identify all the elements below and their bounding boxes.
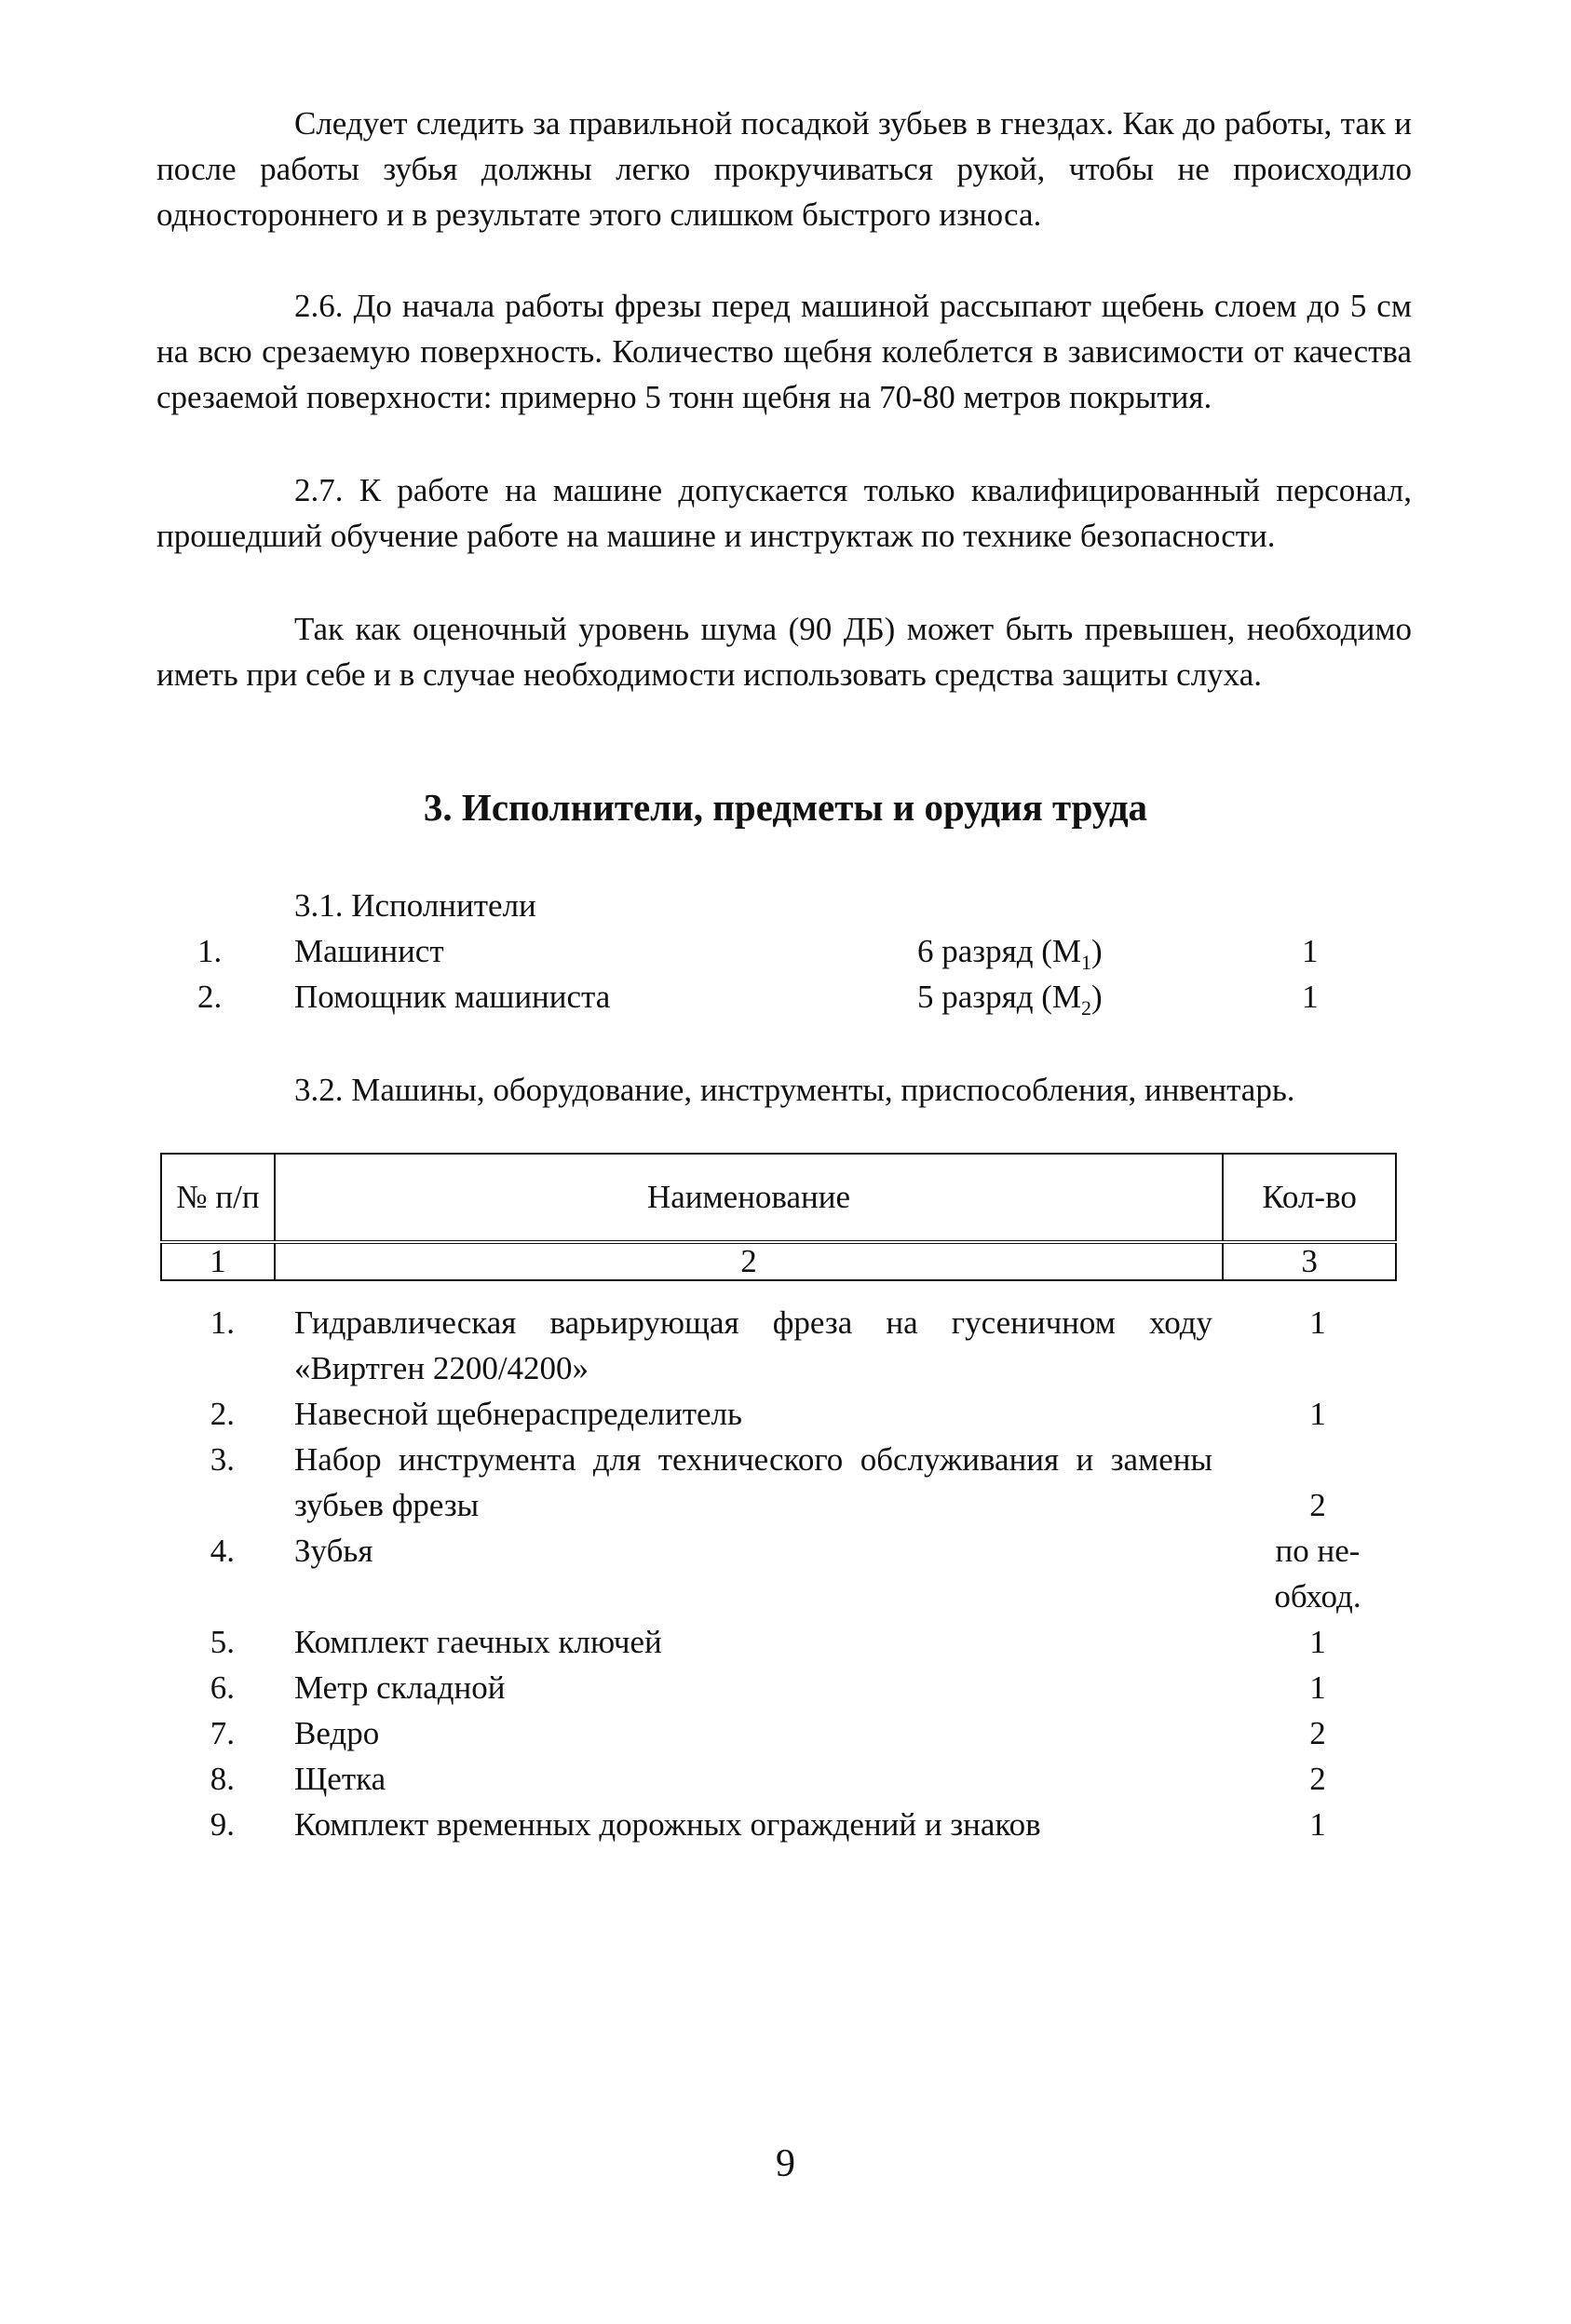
item-name: Зубья <box>294 1533 373 1569</box>
header-num: № п/п <box>161 1154 275 1242</box>
item-name: Щетка <box>294 1761 386 1797</box>
equipment-item <box>0 1802 1571 1847</box>
performers-title: 3.1. Исполнители <box>294 887 536 924</box>
header-name: Наименование <box>275 1154 1223 1242</box>
item-name: Метр складной <box>294 1669 506 1706</box>
paragraph-teeth-seating: Следует следить за правильной посадкой зубьев в гнездах. Как до работы, так и после работы зубья должны легко прокручиваться рукой, чтобы не происходило одностороннего и в результате этого слишком быстрого износа. <box>156 105 1412 233</box>
item-qty: 1 <box>1309 1669 1326 1706</box>
item-qty: 1 <box>1309 1396 1326 1432</box>
item-name: Ведро <box>294 1715 380 1751</box>
column-number: 2 <box>275 1242 1223 1280</box>
section-heading: 3. Исполнители, предметы и орудия труда <box>423 786 1148 829</box>
item-qty: 2 <box>1309 1487 1326 1523</box>
performer-row <box>0 974 1571 1020</box>
item-num: 5. <box>210 1624 235 1660</box>
performer-qty: 1 <box>1302 979 1319 1015</box>
equipment-item <box>0 1619 1571 1665</box>
performer-qty: 1 <box>1302 933 1319 969</box>
paragraph-noise: Так как оценочный уровень шума (90 ДБ) может быть превышен, необходимо иметь при себе и в случае необходимости использовать средства защиты слуха. <box>156 611 1412 693</box>
equipment-item <box>0 1300 1571 1391</box>
grade-subscript: 1 <box>1081 951 1092 974</box>
paragraph-2-6: 2.6. До начала работы фрезы перед машиной рассыпают щебень слоем до 5 см на всю срезаемую поверхность. Количество щебня колеблется в зависимости от качества срезаемой поверхности: примерно 5 тонн щебня на 70-80 метров покрытия. <box>156 288 1412 415</box>
equipment-item <box>0 1391 1571 1437</box>
equipment-item <box>0 1528 1571 1619</box>
item-name: Набор инструмента для технического обслуживания и замены зубьев фрезы <box>294 1441 1212 1523</box>
header-qty: Кол-во <box>1223 1154 1396 1242</box>
performer-num: 2. <box>197 979 223 1015</box>
performer-grade <box>917 974 1103 1031</box>
grade-subscript: 2 <box>1081 996 1092 1020</box>
item-qty: 1 <box>1309 1806 1326 1843</box>
column-number: 3 <box>1223 1242 1396 1280</box>
performer-name: Помощник машиниста <box>294 979 611 1015</box>
item-num: 8. <box>210 1761 235 1797</box>
column-number: 1 <box>161 1242 275 1280</box>
equipment-item <box>0 1710 1571 1756</box>
item-num: 7. <box>210 1715 235 1751</box>
item-name: Навесной щебнераспределитель <box>294 1396 743 1432</box>
paragraph-2-7: 2.7. К работе на машине допускается только квалифицированный персонал, прошедший обучение работе на машине и инструктаж по технике безопасности. <box>156 472 1412 554</box>
performer-row <box>0 928 1571 974</box>
item-num: 3. <box>210 1441 235 1478</box>
item-num: 1. <box>210 1304 235 1341</box>
grade-close: ) <box>1091 933 1103 969</box>
item-num: 9. <box>210 1806 235 1843</box>
item-num: 6. <box>210 1669 235 1706</box>
item-name: Гидравлическая варьирующая фреза на гусеничном ходу «Виртген 2200/4200» <box>294 1304 1212 1386</box>
item-qty: 2 <box>1309 1761 1326 1797</box>
equipment-item <box>0 1437 1571 1528</box>
grade-text: 6 разряд (М <box>917 933 1082 969</box>
item-name: Комплект гаечных ключей <box>294 1624 662 1660</box>
equipment-item <box>0 1665 1571 1710</box>
item-qty: 1 <box>1309 1624 1326 1660</box>
performer-num: 1. <box>197 933 223 969</box>
equipment-table-header <box>160 1153 1397 1281</box>
performer-name: Машинист <box>294 933 444 969</box>
item-num: 4. <box>210 1533 235 1569</box>
grade-text: 5 разряд (М <box>917 979 1082 1015</box>
item-qty: по не-обход. <box>1274 1533 1361 1615</box>
item-num: 2. <box>210 1396 235 1432</box>
equipment-title: 3.2. Машины, оборудование, инструменты, приспособления, инвентарь. <box>294 1072 1295 1108</box>
grade-close: ) <box>1091 979 1103 1015</box>
item-qty: 2 <box>1309 1715 1326 1751</box>
item-qty: 1 <box>1309 1304 1326 1341</box>
item-name: Комплект временных дорожных ограждений и знаков <box>294 1806 1041 1843</box>
equipment-item <box>0 1756 1571 1802</box>
page-number: 9 <box>776 2142 795 2185</box>
